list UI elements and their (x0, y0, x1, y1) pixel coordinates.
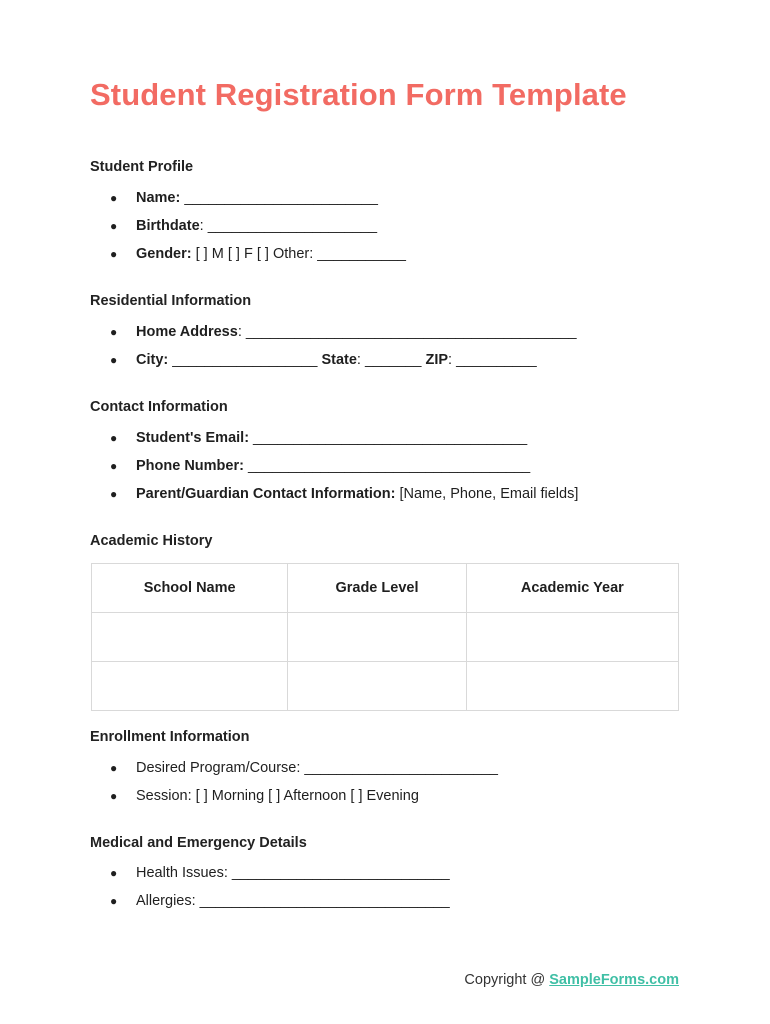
home-address-field[interactable] (110, 318, 577, 346)
table-cell[interactable] (288, 613, 466, 662)
allergies-text[interactable]: Allergies: _______________________________ (136, 893, 450, 909)
home-address-label: Home Address (136, 324, 238, 340)
birthdate-field[interactable] (110, 212, 406, 240)
desired-program-text[interactable]: Desired Program/Course: ________________________ (136, 760, 498, 776)
table-row (92, 613, 679, 662)
state-blank[interactable]: : _______ (356, 352, 426, 368)
enrollment-list (110, 754, 498, 810)
student-email-field[interactable] (110, 424, 578, 452)
guardian-contact-field[interactable] (110, 480, 578, 508)
student-email-label: Student's Email: (136, 430, 250, 446)
copyright-text: Copyright @ (464, 972, 550, 988)
table-cell[interactable] (92, 613, 288, 662)
guardian-contact-value[interactable]: [Name, Phone, Email fields] (395, 486, 579, 502)
city-label: City: (136, 352, 169, 368)
table-cell[interactable] (92, 662, 288, 711)
city-blank[interactable]: __________________ (168, 352, 322, 368)
academic-history-heading: Academic History (90, 533, 213, 549)
enrollment-heading: Enrollment Information (90, 729, 250, 745)
bullet-icon: ● (110, 761, 118, 775)
zip-label: ZIP (425, 352, 449, 368)
gender-field[interactable] (110, 240, 406, 268)
bullet-icon: ● (110, 866, 118, 880)
city-state-zip-field[interactable] (110, 346, 577, 374)
bullet-icon: ● (110, 247, 118, 261)
column-header-school-name: School Name (92, 564, 288, 613)
table-cell[interactable] (466, 662, 678, 711)
column-header-academic-year: Academic Year (466, 564, 678, 613)
brand-link[interactable]: SampleForms.com (549, 972, 679, 988)
student-profile-list (110, 184, 406, 268)
page-title: Student Registration Form Template (90, 77, 627, 112)
medical-heading: Medical and Emergency Details (90, 835, 307, 851)
bullet-icon: ● (110, 894, 118, 908)
footer-copyright (464, 972, 679, 988)
state-label: State (321, 352, 357, 368)
session-text[interactable]: Session: [ ] Morning [ ] Afternoon [ ] Evening (136, 788, 419, 804)
table-cell[interactable] (288, 662, 466, 711)
residential-list (110, 318, 577, 374)
health-issues-field[interactable] (110, 859, 450, 887)
contact-heading: Contact Information (90, 399, 228, 415)
phone-number-field[interactable] (110, 452, 578, 480)
birthdate-blank[interactable]: : _____________________ (199, 218, 378, 234)
bullet-icon: ● (110, 219, 118, 233)
phone-number-blank[interactable]: ___________________________________ (243, 458, 531, 474)
name-field[interactable] (110, 184, 406, 212)
session-field[interactable] (110, 782, 498, 810)
health-issues-text[interactable]: Health Issues: ___________________________ (136, 865, 450, 881)
name-label: Name: (136, 190, 181, 206)
allergies-field[interactable] (110, 887, 450, 915)
gender-label: Gender: (136, 246, 192, 262)
column-header-grade-level: Grade Level (288, 564, 466, 613)
contact-list (110, 424, 578, 508)
bullet-icon: ● (110, 353, 118, 367)
name-blank[interactable]: ________________________ (180, 190, 378, 206)
birthdate-label: Birthdate (136, 218, 200, 234)
phone-number-label: Phone Number: (136, 458, 244, 474)
bullet-icon: ● (110, 431, 118, 445)
medical-list (110, 859, 450, 915)
table-row (92, 662, 679, 711)
zip-blank[interactable]: : __________ (448, 352, 537, 368)
gender-options[interactable]: [ ] M [ ] F [ ] Other: ___________ (191, 246, 406, 262)
residential-heading: Residential Information (90, 293, 252, 309)
desired-program-field[interactable] (110, 754, 498, 782)
table-header-row (92, 564, 679, 613)
student-profile-heading: Student Profile (90, 159, 194, 175)
bullet-icon: ● (110, 191, 118, 205)
guardian-contact-label: Parent/Guardian Contact Information: (136, 486, 396, 502)
bullet-icon: ● (110, 487, 118, 501)
bullet-icon: ● (110, 325, 118, 339)
bullet-icon: ● (110, 459, 118, 473)
bullet-icon: ● (110, 789, 118, 803)
table-cell[interactable] (466, 613, 678, 662)
home-address-blank[interactable]: : _________________________________________ (237, 324, 577, 340)
academic-history-table (91, 563, 679, 711)
student-email-blank[interactable]: __________________________________ (249, 430, 528, 446)
